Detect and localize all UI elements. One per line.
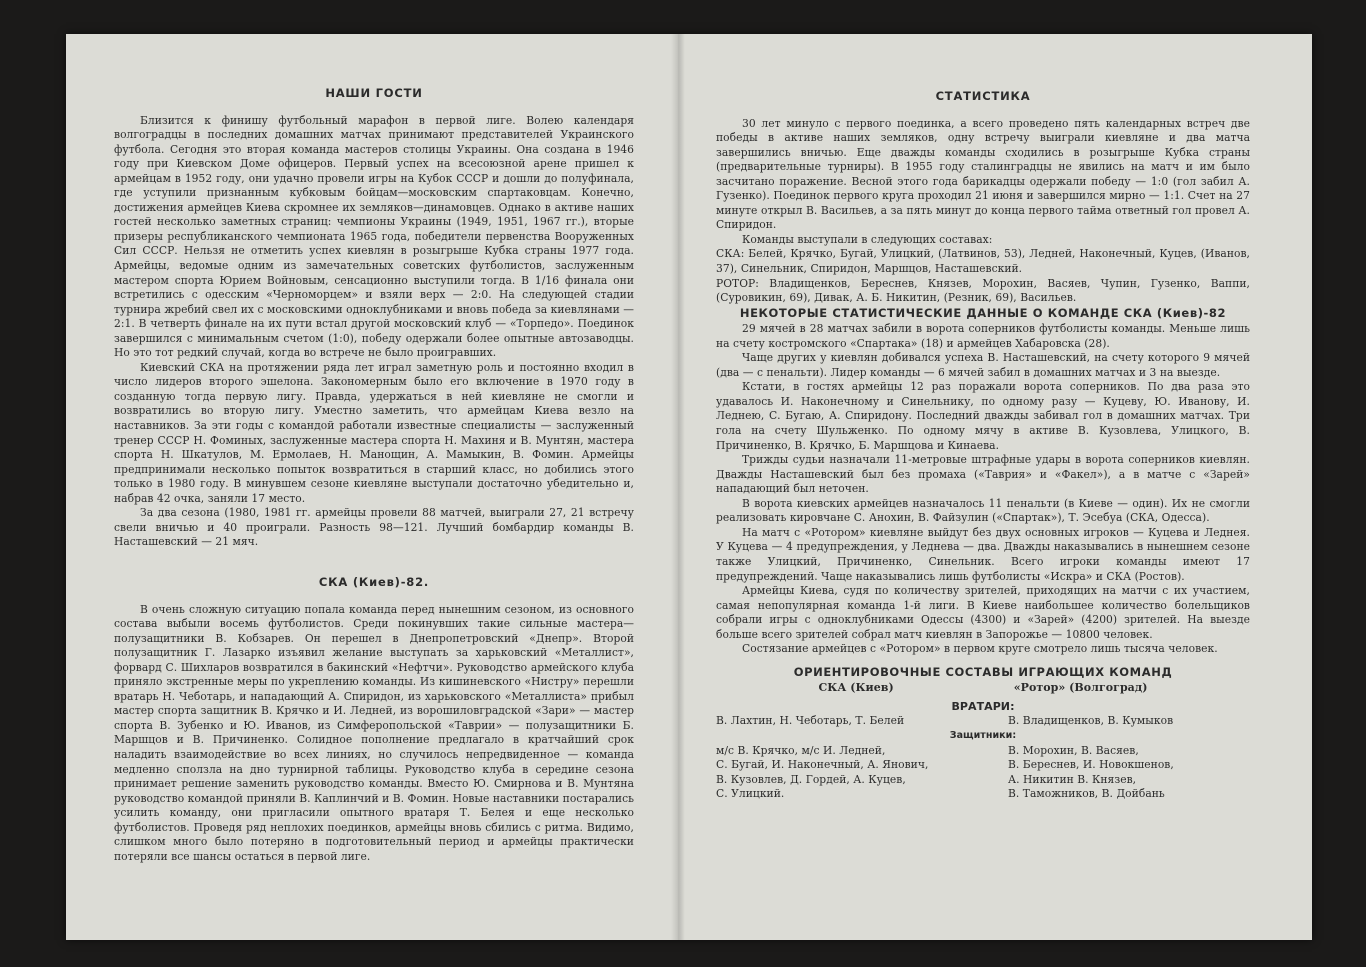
- team-name-ska: СКА (Киев): [818, 681, 894, 695]
- ska-goalkeepers: В. Лахтин, Н. Чеботарь, Т. Белей: [716, 714, 905, 728]
- ska-defenders-line: С. Бугай, И. Наконечный, А. Янович,: [716, 758, 929, 772]
- statistics-paragraph-1: 30 лет минуло с первого поединка, а всего проведено пять календарных встреч две победы в активе наших земляков, одну встречу выиграли киевляне и два матча завершились вничью. Еще дважды команды сходились в розыгрыше Кубка страны (предварительные турниры). В 1955 году сталинградцы не явились на матч и им было засчитано поражение. Весной этого года барикадцы одержали победу — 1:0 (гол забил А. Гузенко). Поединок первого круга проходил 21 июня и завершился мирно — 1:1. Счет на 27 минуте открыл В. Васильев, а за пять минут до конца первого тайма ответный гол провел А. Спиридон.: [716, 116, 1250, 232]
- rotor-defenders: [1008, 744, 1248, 802]
- ska-defenders-line: м/с В. Крячко, м/с И. Ледней,: [716, 743, 886, 757]
- stat-paragraph-7: В ворота киевских армейцев назначалось 11 пенальти (в Киеве — один). Их не смогли реализовать кировчане С. Анохин, В. Файзулин («Спартак»), Т. Эсебуа (СКА, Одесса).: [716, 496, 1250, 525]
- spacer: [114, 550, 634, 575]
- guests-paragraph-3: За два сезона (1980, 1981 гг. армейцы провели 88 матчей, выиграли 27, 21 встречу свели вничью и 40 проиграли. Разность 98—121. Лучший бомбардир команды В. Насташевский — 21 мяч.: [114, 506, 634, 549]
- statistics-paragraph-2: Команды выступали в следующих составах:: [742, 232, 993, 246]
- rotor-goalkeepers: В. Владищенков, В. Кумыков: [1008, 714, 1174, 728]
- right-page: [678, 34, 1312, 940]
- stat-paragraph-6: Трижды судьи назначали 11-метровые штрафные удары в ворота соперников киевлян. Дважды Насташевский был без промаха («Таврия» и «Факел»), а в матче с «Зарей» нападающий был неточен.: [716, 453, 1250, 496]
- stat-data-title: НЕКОТОРЫЕ СТАТИСТИЧЕСКИЕ ДАННЫЕ О КОМАНДЕ СКА (Киев)-82: [739, 305, 1227, 320]
- stat-paragraph-4: Чаще других у киевлян добивался успеха В. Насташевский, на счету которого 9 мячей (два — с пенальти). Лидер команды — 6 мячей забил в домашних матчах и 3 на выезде.: [716, 351, 1250, 379]
- team-name-rotor: «Ротор» (Волгоград): [1013, 681, 1148, 695]
- stat-paragraph-10: Состязание армейцев с «Ротором» в первом круге смотрело лишь тысяча человек.: [742, 642, 1218, 656]
- rotor-lineup-line: РОТОР: Владищенков, Береснев, Князев, Морохин, Васяев, Чупин, Гузенко, Ваппи, (Суровикин, 69), Дивак, А. Б. Никитин, (Резник, 69), Васильев.: [716, 276, 1250, 305]
- defenders-label: Защитники:: [949, 729, 1017, 741]
- guests-paragraph-1: Близится к финишу футбольный марафон в первой лиге. Волею календаря волгоградцы в последних домашних матчах принимают представителей Украинского футбола. Сегодня это вторая команда мастеров столицы Украины. Она создана в 1946 году при Киевском Доме офицеров. Первый успех на всесоюзной арене пришел к армейцам в 1952 году, они удачно провели игры на Кубок СССР и дошли до полуфинала, где уступили признанным кубковым бойцам—московским спартаковцам. Конечно, достижения армейцев Киева скромнее их земляков—динамовцев. Однако в активе наших гостей несколько заметных страниц: чемпионы Украины (1949, 1951, 1967 гг.), вторые призеры республиканского чемпионата 1965 года, победители первенства Вооруженных Сил СССР. Нельзя не отметить успех киевлян в розыгрыше Кубка страны 1977 года. Армейцы, ведомые одним из замечательных советских футболистов, заслуженным мастером спорта Юрием Войновым, сенсационно выступили тогда. В 1/16 финала они встретились с одесским «Черноморцем» и взяли верх — 2:0. На следующей стадии турнира жребий свел их с московскими одноклубниками и вновь победа за киевлянами — 2:1. В четверть финале на их пути встал другой московский клуб — «Торпедо». Поединок завершился с минимальным счетом (1:0), победу одержали более опытные автозаводцы. Но это тот редкий случай, когда во встрече не было проигравших.: [114, 113, 634, 360]
- statistics-title: СТАТИСТИКА: [935, 89, 1031, 103]
- goalkeepers-label: ВРАТАРИ:: [951, 699, 1015, 713]
- guests-title: НАШИ ГОСТИ: [325, 86, 423, 100]
- team-season-paragraph: В очень сложную ситуацию попала команда перед нынешним сезоном, из основного состава выбыли восемь футболистов. Среди покинувших такие сильные мастера—полузащитники В. Кобзарев. Он перешел в Днепропетровский «Днепр». Второй полузащитник Г. Лазарко изъявил желание выступать за харьковский «Металлист», форвард С. Шихларов возвратился в бакинский «Нефтчи». Руководство армейского клуба приняло экстренные меры по укреплению команды. Из кишиневского «Нистру» перешли вратарь Н. Чеботарь, и нападающий А. Спиридон, из харьковского «Металлиста» прибыл мастер спорта защитник В. Крячко и И. Ледней, из ворошиловградской «Зари» — мастер спорта В. Зубенко и Ю. Иванов, из Симферопольской «Таврии» — полузащитники Б. Маршцов и В. Причиненко. Солидное пополнение предлагало в кратчайший срок наладить взаимодействие во всех линиях, но случилось непредвиденное — команда медленно сползла на дно турнирной таблицы. Руководство клуба в середине сезона принимает решение заменить руководство команды. Вместо Ю. Смирнова и В. Мунтяна руководство командой приняли В. Каплинчий и В. Фомин. Новые наставники постарались усилить команду, они пригласили опытного вратаря Т. Белея и еще несколько футболистов. Проведя ряд неплохих поединков, армейцы вновь сбились с ритма. Видимо, слишком много было потеряно в подготовительный период и армейцы практически потеряли все шансы остаться в первой лиге.: [114, 602, 634, 863]
- stat-paragraph-9: Армейцы Киева, судя по количеству зрителей, приходящих на матчи с их участием, самая непопулярная команда 1-й лиги. В Киеве наибольшее количество болельщиков собрали игры с одноклубниками Одессы (4300) и «Зарей» (4200) зрителей. На выезде больше всего зрителей собрал матч киевлян в Запорожье — 10800 человек.: [716, 584, 1250, 641]
- team-season-title: СКА (Киев)-82.: [318, 574, 430, 589]
- lineups-title: ОРИЕНТИРОВОЧНЫЕ СОСТАВЫ ИГРАЮЩИХ КОМАНД: [793, 664, 1173, 679]
- guests-paragraph-2: Киевский СКА на протяжении ряда лет играл заметную роль и постоянно входил в число лидеров второго эшелона. Закономерным было его включение в 1970 году в созданную тогда первую лигу. Правда, удержаться в ней киевляне не смогли и возвратились во вторую лигу. Уместно заметить, что армейцам Киева везло на наставников. За эти годы с командой работали известные специалисты — заслуженный тренер СССР Н. Фоминых, заслуженные мастера спорта Н. Махиня и В. Мунтян, мастера спорта Н. Шкатулов, М. Ермолаев, Н. Манощин, А. Мамыкин, В. Фомин. Армейцы предпринимали несколько попыток возвратиться в старший класс, но добились этого только в 1980 году. В минувшем сезоне киевляне выступали достаточно убедительно и, набрав 42 очка, заняли 17 место.: [114, 360, 634, 505]
- stat-paragraph-3: 29 мячей в 28 матчах забили в ворота соперников футболисты команды. Меньше лишь на счету костромского «Спартака» (18) и армейцев Хабаровска (28).: [716, 322, 1250, 350]
- ska-lineup-line: СКА: Белей, Крячко, Бугай, Улицкий, (Латвинов, 53), Ледней, Наконечный, Куцев, (Иванов, 37), Синельник, Спиридон, Маршцов, Насташевский.: [716, 247, 1250, 276]
- program-booklet: [66, 34, 1312, 940]
- lineups-team-names: [716, 681, 1250, 696]
- rotor-defenders-line: В. Береснев, И. Новокшенов,: [1008, 758, 1174, 772]
- left-page: [66, 34, 678, 940]
- ska-defenders-line: В. Кузовлев, Д. Гордей, А. Куцев,: [716, 772, 906, 786]
- stat-paragraph-8: На матч с «Ротором» киевляне выйдут без двух основных игроков — Куцева и Леднея. У Куцева — 4 предупреждения, у Леднева — два. Дважды наказывались в нынешнем сезоне также Улицкий, Причиненко, Синельник. Всего игроки команды имеют 17 предупреждений. Чаще наказывались лишь футболисты «Искра» и СКА (Ростов).: [716, 525, 1250, 583]
- ska-defenders-line: С. Улицкий.: [716, 787, 785, 801]
- stat-paragraph-5: Кстати, в гостях армейцы 12 раз поражали ворота соперников. По два раза это удавалось И. Наконечному и Синельнику, по одному разу — Куцеву, Ю. Иванову, И. Леднею, С. Бугаю, А. Спиридону. Последний дважды забивал гол в домашних матчах. Три гола на счету Шульженко. По одному мячу в активе В. Кузовлева, Улицкого, В. Причиненко, В. Крячко, Б. Маршцова и Кинаева.: [716, 380, 1250, 452]
- rotor-defenders-line: А. Никитин В. Князев,: [1008, 772, 1137, 786]
- ska-defenders: [716, 744, 1008, 802]
- rotor-defenders-line: В. Морохин, В. Васяев,: [1008, 743, 1139, 757]
- rotor-defenders-line: В. Таможников, В. Дойбань: [1008, 787, 1165, 801]
- defenders-row: [716, 744, 1250, 802]
- goalkeepers-row: [716, 714, 1250, 729]
